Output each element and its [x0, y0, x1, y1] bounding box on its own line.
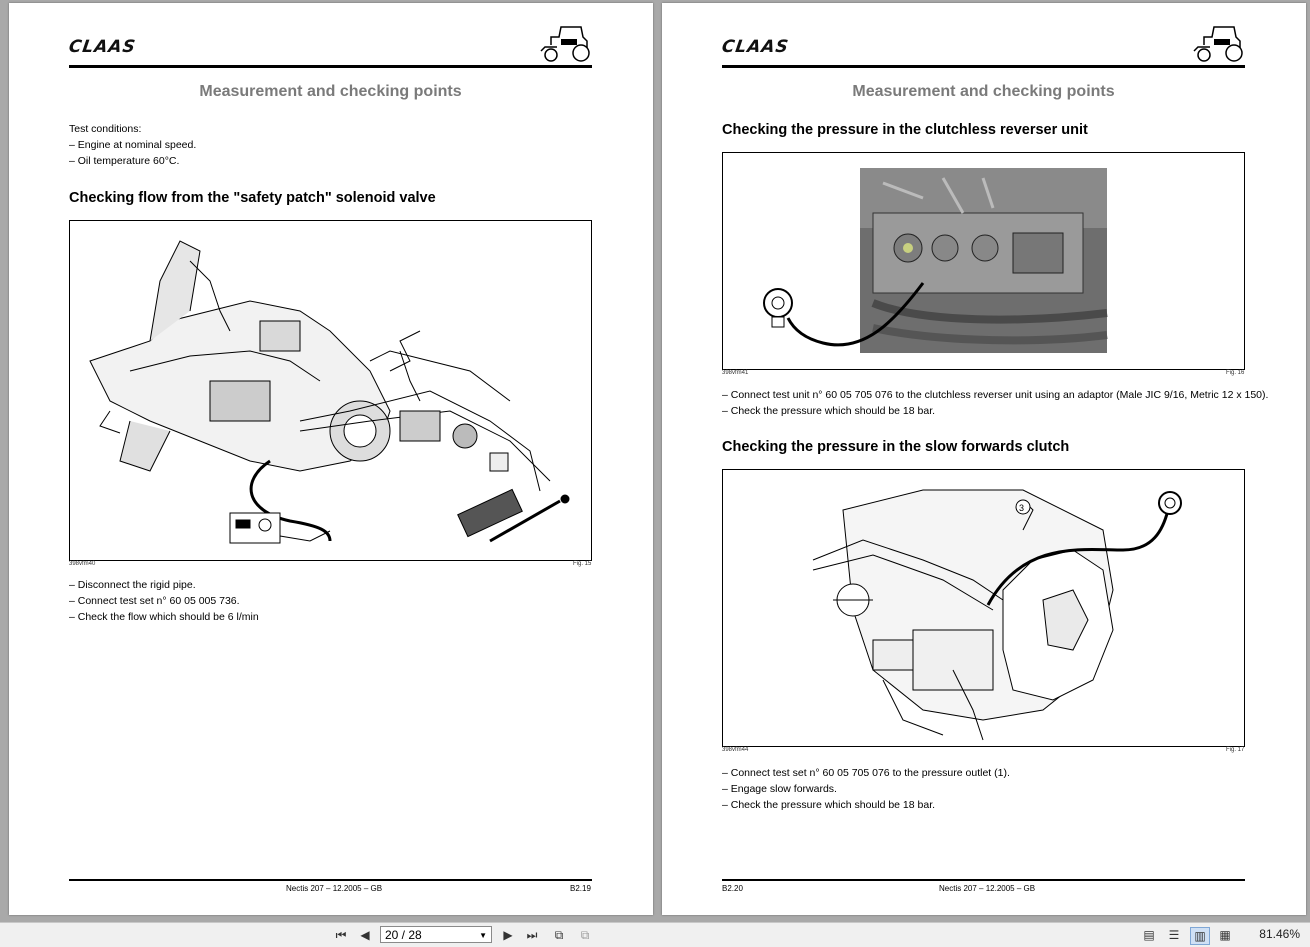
text-line: – Engage slow forwards. — [722, 783, 837, 795]
footer-center: Nectis 207 – 12.2005 – GB — [939, 884, 1036, 893]
text-line: – Check the flow which should be 6 l/min — [69, 611, 259, 623]
text-line: – Connect test set n° 60 05 705 076 to the pressure outlet (1). — [722, 767, 1010, 779]
continuous-facing-icon[interactable]: ▦ — [1219, 928, 1231, 942]
text-line: Test conditions: — [69, 123, 142, 135]
section-heading-1: Checking the pressure in the clutchless reverser unit — [722, 122, 1088, 138]
left-page — [9, 3, 653, 915]
continuous-icon[interactable]: ☰ — [1168, 928, 1180, 942]
header-rule — [722, 65, 1245, 68]
right-page — [662, 3, 1306, 915]
text-line: – Check the pressure which should be 18 bar. — [722, 405, 936, 417]
header-rule — [69, 65, 592, 68]
last-page-icon[interactable]: ⏭ — [526, 927, 538, 942]
steps-list — [69, 577, 259, 625]
page-indicator: 20 / 28 — [385, 928, 422, 942]
page-number-input[interactable] — [380, 926, 492, 943]
figure-ref: 398vfm41 — [722, 370, 749, 376]
facing-icon[interactable]: ▥ — [1190, 927, 1210, 945]
viewer-toolbar — [0, 922, 1310, 947]
steps-list-2 — [722, 765, 1010, 813]
next-page-icon[interactable]: ▶ — [503, 928, 513, 942]
first-page-icon[interactable]: ⏮ — [335, 927, 347, 942]
figure-label: Fig. 16 — [1226, 370, 1245, 376]
footer-rule — [69, 879, 592, 881]
steps-list-1 — [722, 387, 1268, 419]
go-forward-icon[interactable]: ⧉ — [580, 927, 590, 942]
text-line: – Connect test set n° 60 05 005 736. — [69, 595, 240, 607]
page-number: B2.19 — [570, 884, 591, 893]
figure-ref: 398vfm44 — [722, 747, 749, 753]
test-conditions — [69, 121, 196, 169]
tractor-icon — [537, 23, 593, 63]
page-number: B2.20 — [722, 884, 743, 893]
text-line: – Check the pressure which should be 18 bar. — [722, 799, 936, 811]
figure-16 — [722, 152, 1245, 370]
chevron-down-icon[interactable]: ▼ — [479, 931, 487, 940]
claas-logo: CLAAS — [720, 37, 791, 57]
section-heading-2: Checking the pressure in the slow forwards clutch — [722, 439, 1070, 455]
footer-center: Nectis 207 – 12.2005 – GB — [286, 884, 383, 893]
text-line: – Disconnect the rigid pipe. — [69, 579, 196, 591]
tractor-icon — [1190, 23, 1246, 63]
figure-label: Fig. 15 — [573, 561, 592, 567]
prev-page-icon[interactable]: ◀ — [360, 928, 370, 942]
text-line: – Engine at nominal speed. — [69, 139, 197, 151]
zoom-level[interactable]: 81.46% — [1259, 927, 1300, 941]
single-page-icon[interactable]: ▤ — [1143, 928, 1155, 942]
go-back-icon[interactable]: ⧉ — [554, 927, 564, 942]
page-title: Measurement and checking points — [852, 83, 1115, 100]
clutch-diagram — [723, 470, 1244, 746]
figure-label: Fig. 17 — [1226, 747, 1245, 753]
transmission-diagram — [70, 221, 591, 560]
callout-number: 3 — [1019, 503, 1025, 513]
claas-logo: CLAAS — [67, 37, 138, 57]
text-line: – Oil temperature 60°C. — [69, 155, 180, 167]
figure-17 — [722, 469, 1245, 747]
text-line: – Connect test unit n° 60 05 705 076 to the clutchless reverser unit using an adaptor (Male JIC 9/16, Metric 12 x 150). — [722, 389, 1269, 401]
page-title: Measurement and checking points — [199, 83, 462, 100]
footer-rule — [722, 879, 1245, 881]
figure-ref: 398vfm40 — [69, 561, 96, 567]
figure-15 — [69, 220, 592, 561]
section-heading: Checking flow from the "safety patch" solenoid valve — [69, 190, 436, 206]
reverser-photo — [723, 153, 1244, 369]
